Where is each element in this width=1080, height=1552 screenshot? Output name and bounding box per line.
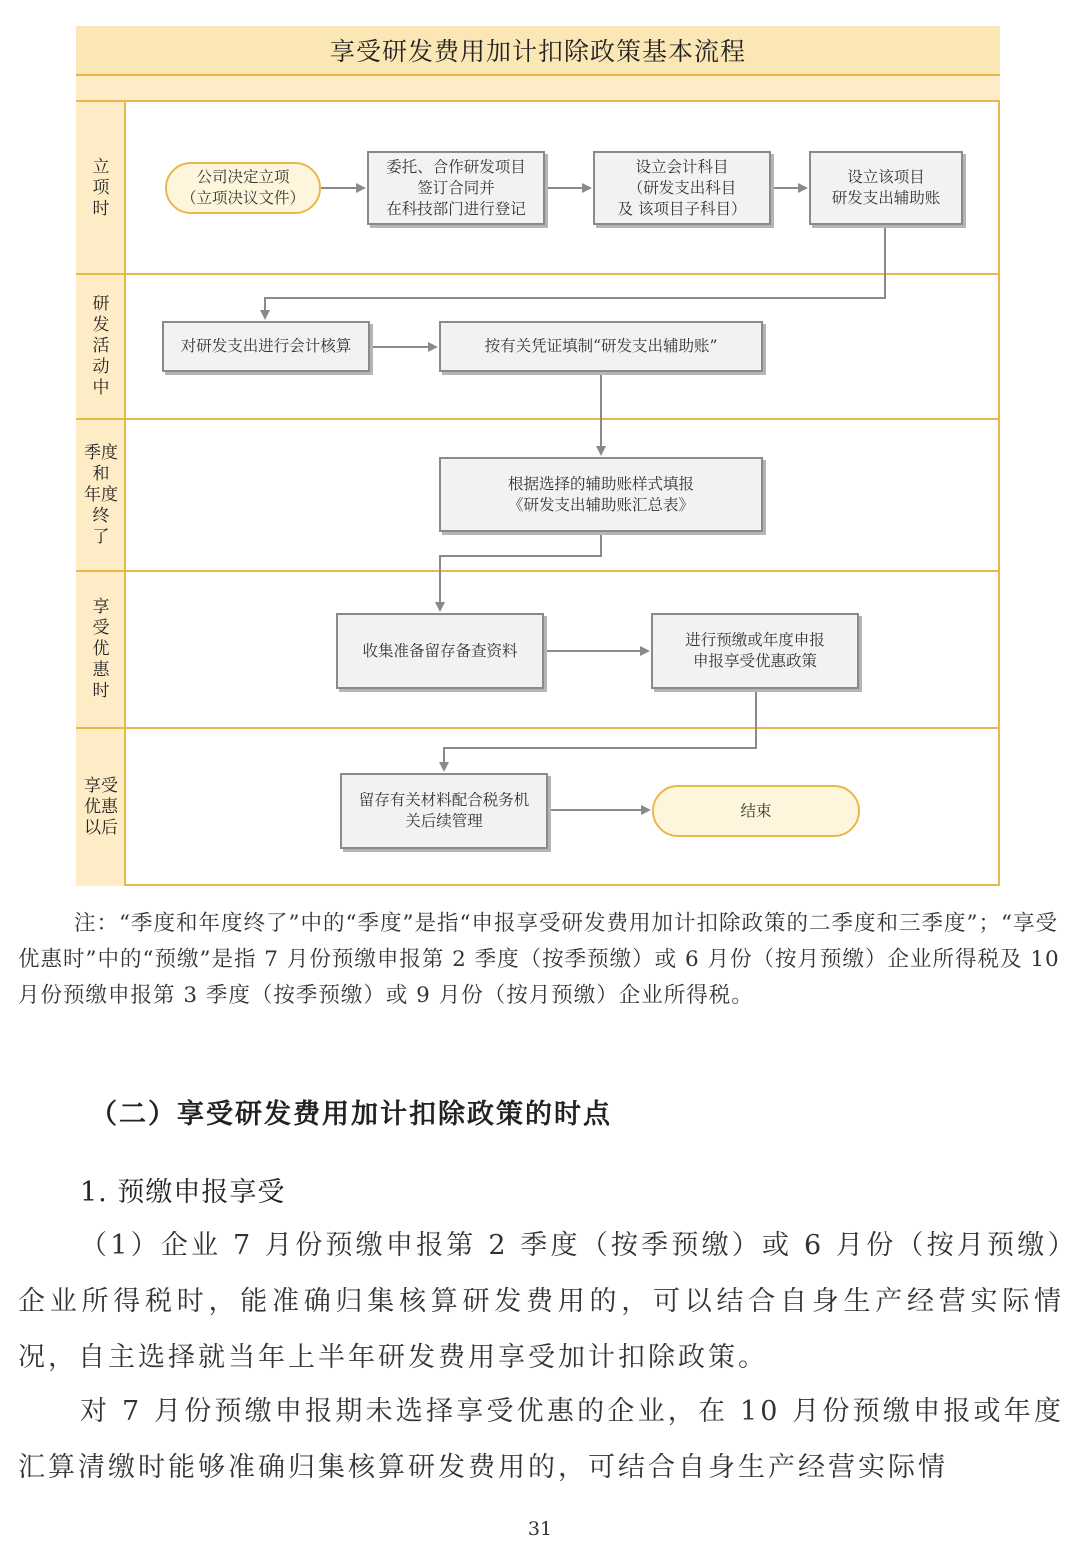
arrow-declare-to-retain (444, 689, 756, 770)
node-fill-ledger: 按有关凭证填制“研发支出辅助账” (439, 321, 763, 372)
node-accounting: 对研发支出进行会计核算 (162, 321, 370, 372)
lane-label-rd-activity: 研 发 活 动 中 (92, 294, 110, 398)
node-retain-materials: 留存有关材料配合税务机 关后续管理 (340, 773, 548, 849)
node-collect-materials: 收集准备留存备查资料 (336, 613, 544, 689)
node-aux-ledger: 设立该项目 研发支出辅助账 (809, 151, 963, 225)
arrow-ledger-to-accounting (265, 226, 885, 318)
node-end: 结束 (652, 785, 860, 837)
body-paragraph: 对 7 月份预缴申报期未选择享受优惠的企业，在 10 月份预缴申报或年度汇算清缴时能够准确归集核算研发费用的，可结合自身生产经营实际情 (18, 1396, 1064, 1483)
flowchart-note: 注：“季度和年度终了”中的“季度”是指“申报享受研发费用加计扣除政策的二季度和三季度”；“享受优惠时”中的“预缴”是指 7 月份预缴申报第 2 季度（按季预缴）或 6 月份（按月预缴）企业所得税及 10 月份预缴申报第 3 季度（按季预缴）或 9 月份（按月预缴）企业所得税。 (18, 911, 1060, 1008)
arrow-summary-to-collect (440, 532, 601, 610)
node-set-accounts: 设立会计科目 （研发支出科目 及 该项目子科目） (593, 151, 771, 225)
flowchart-title: 享受研发费用加计扣除政策基本流程 (76, 26, 1000, 76)
node-commission-contract: 委托、合作研发项目 签订合同并 在科技部门进行登记 (367, 151, 545, 225)
lane-label-period-end: 季度 和 年度 终 了 (84, 442, 118, 547)
lane-label-enjoy-benefit: 享 受 优 惠 时 (92, 597, 110, 701)
node-summary-table: 根据选择的辅助账样式填报 《研发支出辅助账汇总表》 (439, 457, 763, 532)
lane-label-initiation: 立 项 时 (92, 157, 110, 219)
section-heading: （二）享受研发费用加计扣除政策的时点 (90, 1099, 612, 1130)
node-declare: 进行预缴或年度申报 申报享受优惠政策 (651, 613, 859, 689)
sub-heading: 1. 预缴申报享受 (80, 1177, 286, 1208)
node-start: 公司决定立项 （立项决议文件） (165, 162, 321, 214)
page-number: 31 (527, 1518, 553, 1540)
body-paragraph: （1）企业 7 月份预缴申报第 2 季度（按季预缴）或 6 月份（按月预缴）企业所得税时，能准确归集核算研发费用的，可以结合自身生产经营实际情况，自主选择就当年上半年研发费用享受加计扣除政策。 (18, 1230, 1064, 1373)
lane-label-after-benefit: 享受 优惠 以后 (84, 776, 118, 838)
